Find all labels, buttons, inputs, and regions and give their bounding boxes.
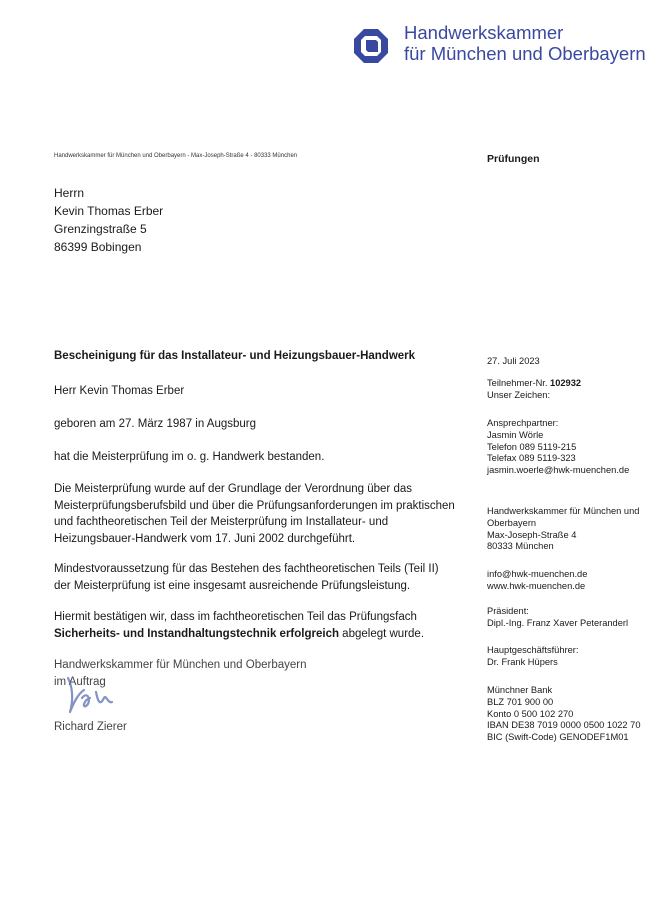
paragraph-line: der Meisterprüfung ist eine insgesamt ausreichende Prüfungsleistung.	[54, 579, 411, 592]
recipient-street: Grenzingstraße 5	[54, 222, 147, 236]
recipient-address	[54, 184, 163, 256]
department-label: Prüfungen	[487, 153, 540, 165]
web-contact-block	[487, 569, 587, 593]
participant-label: Teilnehmer-Nr.	[487, 378, 551, 388]
contact-name: Jasmin Wörle	[487, 429, 544, 440]
contact-fax: Telefax 089 5119-323	[487, 453, 576, 464]
letter-subject: Bescheinigung für das Installateur- und Heizungsbauer-Handwerk	[54, 350, 416, 362]
paragraph-line	[54, 626, 424, 643]
paragraph-line: Hiermit bestätigen wir, dass im fachtheoretischen Teil das Prüfungsfach	[54, 611, 417, 623]
paragraph-line: Meisterprüfungsberufsbild und über die Prüfungsanforderungen im praktischen	[54, 499, 455, 512]
exam-subject-bold: Sicherheits- und Instandhaltungstechnik erfolgreich	[54, 627, 339, 640]
letter-date: 27. Juli 2023	[487, 356, 540, 366]
contact-person-block	[487, 418, 629, 477]
contact-email: jasmin.woerle@hwk-muenchen.de	[487, 465, 630, 476]
address-line: Max-Joseph-Straße 4	[487, 529, 577, 540]
website: www.hwk-muenchen.de	[487, 580, 586, 591]
chamber-logo-icon	[354, 29, 388, 63]
participant-number-line	[487, 378, 581, 390]
president-label: Präsident:	[487, 606, 529, 616]
handwritten-signature	[62, 672, 142, 720]
bank-block	[487, 685, 641, 744]
participant-number: 102932	[550, 378, 582, 388]
bank-blz: BLZ 701 900 00	[487, 696, 554, 707]
info-email: info@hwk-muenchen.de	[487, 569, 588, 579]
recipient-salutation: Herrn	[54, 186, 85, 200]
participant-info	[487, 378, 581, 402]
president-block	[487, 606, 628, 630]
org-name-line1: Handwerkskammer	[404, 22, 564, 43]
paragraph-line: Die Meisterprüfung wurde auf der Grundlage der Verordnung über das	[54, 483, 412, 495]
president-name: Dipl.-Ing. Franz Xaver Peteranderl	[487, 617, 629, 628]
bank-name: Münchner Bank	[487, 685, 553, 695]
address-line: 80333 München	[487, 541, 554, 552]
recipient-city: 86399 Bobingen	[54, 240, 142, 254]
signature-on-behalf: im Auftrag	[54, 675, 106, 688]
paragraph-line: Heizungsbauer-Handwerk vom 17. Juni 2002 durchgeführt.	[54, 532, 356, 545]
contact-label: Ansprechpartner:	[487, 418, 559, 428]
contact-phone: Telefon 089 5119-215	[487, 441, 577, 452]
reference-label: Unser Zeichen:	[487, 389, 551, 400]
paragraph-confirmation	[54, 609, 424, 642]
recipient-name: Kevin Thomas Erber	[54, 204, 164, 218]
bank-iban: IBAN DE38 7019 0000 0500 1022 70	[487, 720, 641, 731]
paragraph-line: Mindestvoraussetzung für das Bestehen des fachtheoretischen Teils (Teil II)	[54, 563, 439, 575]
org-name-line2: für München und Oberbayern	[404, 43, 646, 64]
signatory-name: Richard Zierer	[54, 721, 127, 733]
chamber-address-block	[487, 506, 639, 553]
paragraph-exam-basis	[54, 481, 455, 547]
sender-return-line: Handwerkskammer für München und Oberbayern - Max-Joseph-Straße 4 - 80333 München	[54, 153, 298, 159]
birth-line: geboren am 27. März 1987 in Augsburg	[54, 418, 257, 430]
paragraph-line-rest: abgelegt wurde.	[338, 627, 425, 640]
address-line: Oberbayern	[487, 517, 537, 528]
ceo-label: Hauptgeschäftsführer:	[487, 645, 579, 655]
ceo-block	[487, 645, 578, 669]
bank-bic: BIC (Swift-Code) GENODEF1M01	[487, 732, 629, 743]
paragraph-line: und fachtheoretischen Teil der Meisterprüfung im Installateur- und	[54, 516, 389, 528]
passed-line: hat die Meisterprüfung im o. g. Handwerk bestanden.	[54, 451, 325, 463]
ceo-name: Dr. Frank Hüpers	[487, 656, 558, 667]
paragraph-requirement	[54, 561, 439, 594]
address-line: Handwerkskammer für München und	[487, 506, 640, 516]
organization-name	[404, 22, 646, 64]
person-line: Herr Kevin Thomas Erber	[54, 385, 185, 397]
bank-account: Konto 0 500 102 270	[487, 708, 574, 719]
signature-org: Handwerkskammer für München und Oberbayern	[54, 659, 307, 671]
